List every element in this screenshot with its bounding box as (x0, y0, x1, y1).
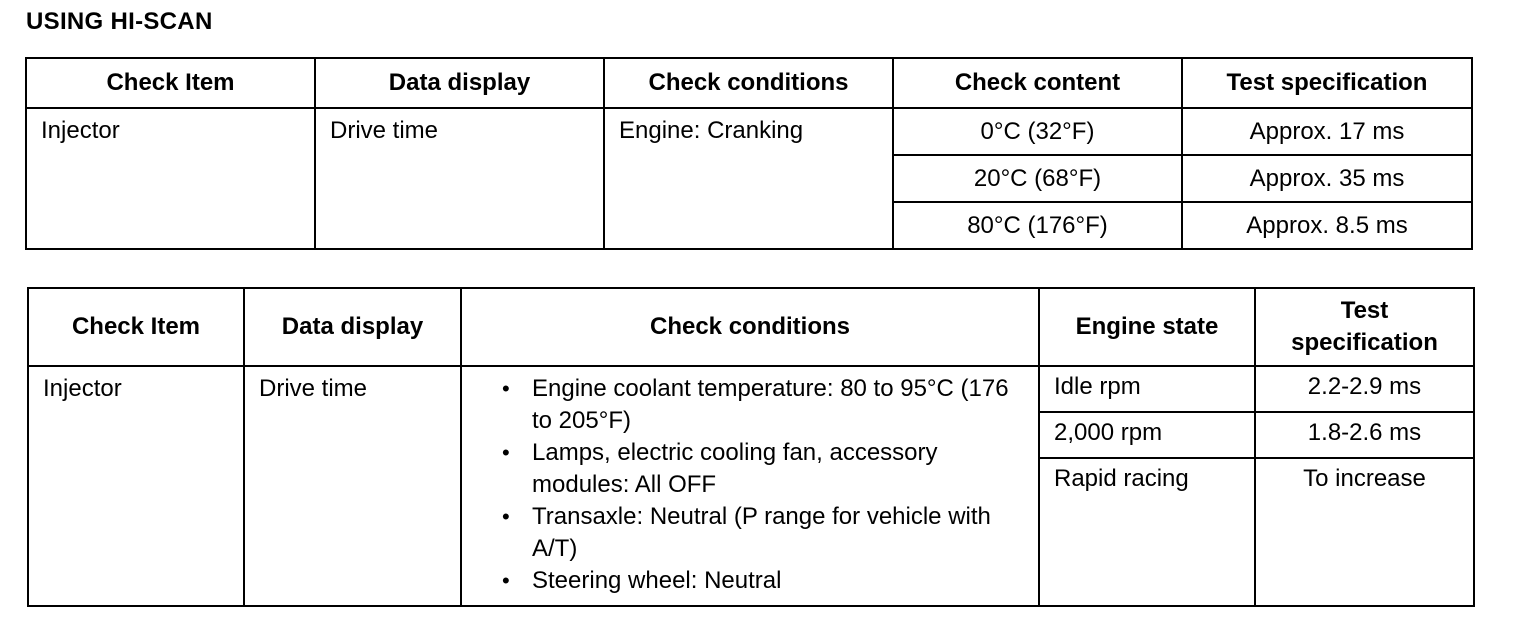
engine-state-cell: 2,000 rpm (1039, 412, 1255, 458)
page-title: USING HI-SCAN (26, 8, 213, 35)
check-item-cell: Injector (26, 108, 315, 249)
condition-item: • Transaxle: Neutral (P range for vehicle with A/T) (502, 501, 1028, 565)
check-conditions-cell: Engine: Cranking (604, 108, 893, 249)
engine-state-cell: Idle rpm (1039, 366, 1255, 412)
engine-state-cell: Rapid racing (1039, 458, 1255, 606)
table-row (26, 108, 1472, 155)
condition-item: • Lamps, electric cooling fan, accessory modules: All OFF (502, 437, 1028, 501)
data-display-cell: Drive time (244, 366, 461, 606)
check-item-cell: Injector (28, 366, 244, 606)
table-header-row (26, 58, 1472, 108)
check-content-cell: 80°C (176°F) (893, 202, 1182, 249)
condition-item: • Steering wheel: Neutral (502, 565, 1028, 597)
check-conditions-cell (461, 366, 1039, 606)
header-test-specification: Test specification (1182, 58, 1472, 108)
test-spec-cell: 1.8-2.6 ms (1255, 412, 1474, 458)
conditions-list (462, 367, 1038, 597)
header-data-display: Data display (315, 58, 604, 108)
data-display-cell: Drive time (315, 108, 604, 249)
test-spec-cell: Approx. 35 ms (1182, 155, 1472, 202)
header-test-specification-text: Test specification (1291, 297, 1438, 356)
test-spec-cell: Approx. 17 ms (1182, 108, 1472, 155)
test-spec-cell: To increase (1255, 458, 1474, 606)
header-check-conditions: Check conditions (461, 288, 1039, 366)
table-header-row (28, 288, 1474, 366)
header-data-display: Data display (244, 288, 461, 366)
test-spec-cell: 2.2-2.9 ms (1255, 366, 1474, 412)
hi-scan-cranking-table (25, 57, 1473, 250)
header-test-specification (1255, 288, 1474, 366)
test-spec-cell: Approx. 8.5 ms (1182, 202, 1472, 249)
hi-scan-running-table (27, 287, 1475, 607)
header-engine-state: Engine state (1039, 288, 1255, 366)
header-check-item: Check Item (26, 58, 315, 108)
header-check-item: Check Item (28, 288, 244, 366)
check-content-cell: 20°C (68°F) (893, 155, 1182, 202)
header-check-conditions: Check conditions (604, 58, 893, 108)
table-row (28, 366, 1474, 412)
header-check-content: Check content (893, 58, 1182, 108)
check-content-cell: 0°C (32°F) (893, 108, 1182, 155)
condition-item: • Engine coolant temperature: 80 to 95°C (176 to 205°F) (502, 373, 1028, 437)
